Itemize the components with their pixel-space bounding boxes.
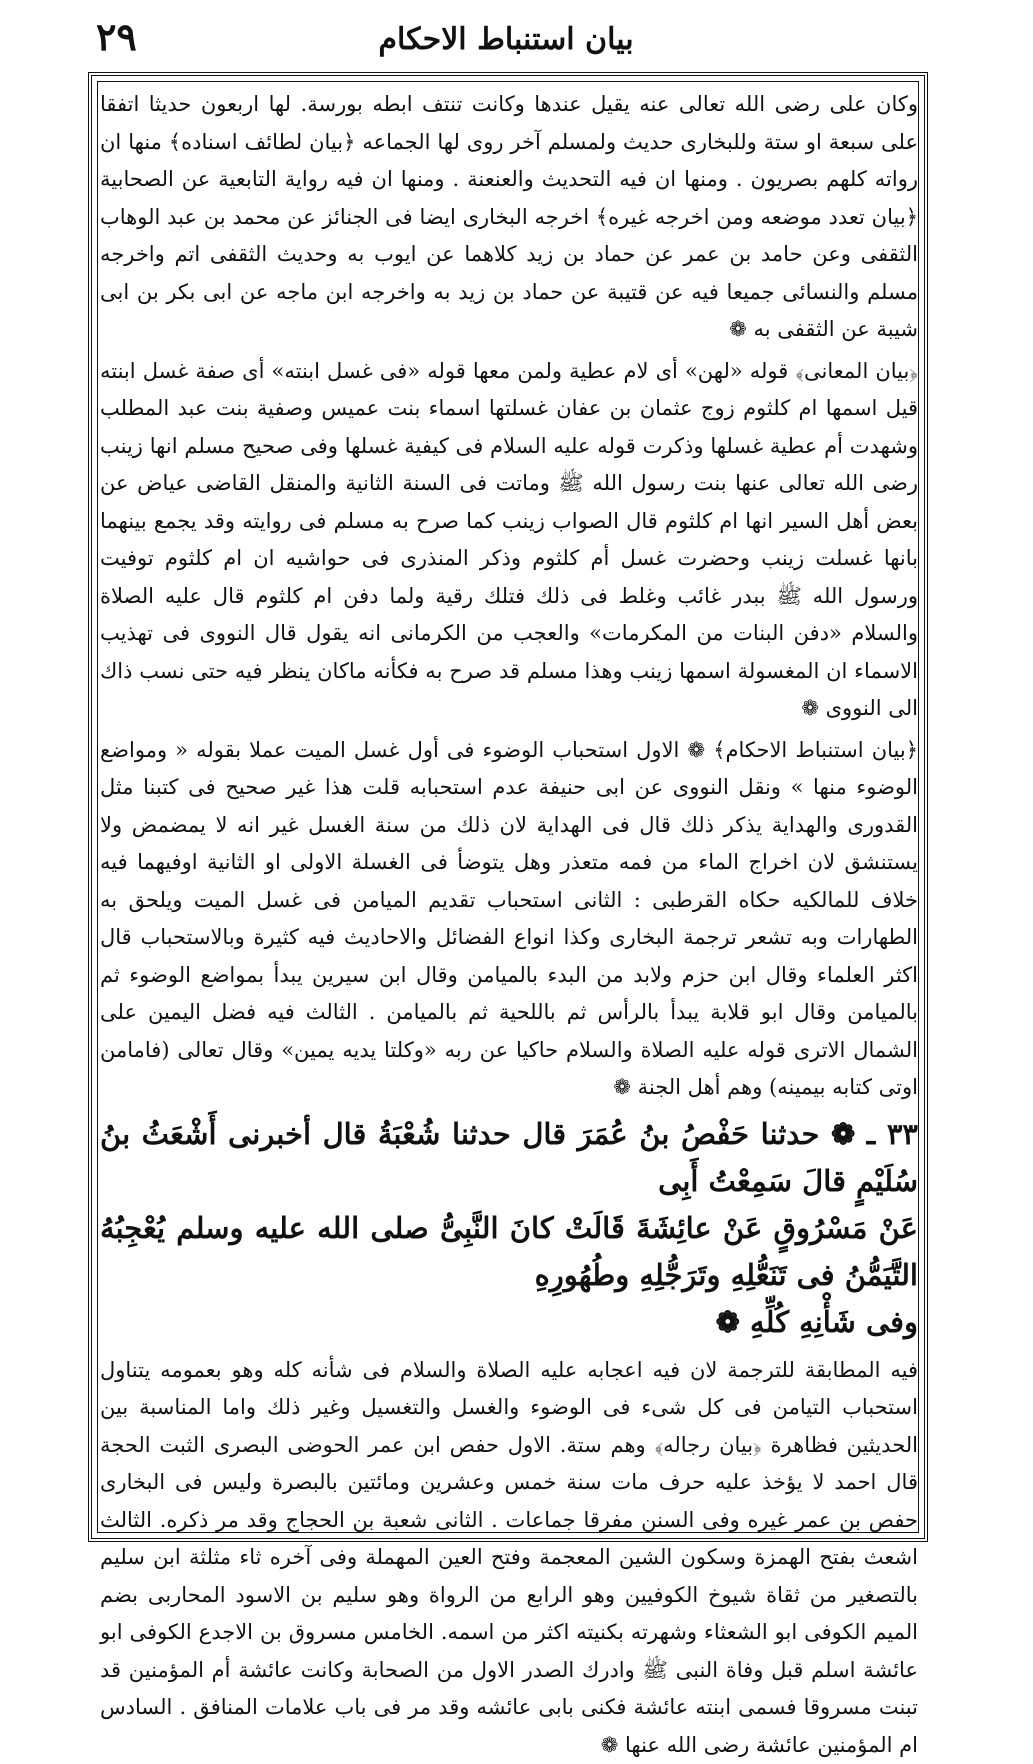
- hadith-line: عَنْ مَسْرُوقٍ عَنْ عائِشَةَ قَالَتْ كانَ النَّبِىُّ صلى الله عليه وسلم يُعْجِبُهُ التَّيَمُّنُ فى تَنَعُّلِهِ وتَرَجُّلِهِ وطُهُورِهِ: [100, 1205, 918, 1299]
- paragraph-rulings: ﴿بيان استنباط الاحكام﴾ ❁ الاول استحباب الوضوء فى أول غسل الميت عملا بقوله « ومواضع الوضوء منها » ونقل النووى عن ابى حنيفة عدم استحبابه قلت هذا غير صحيح فى كتبنا مثل القدورى والهداية يذكر ذلك قال فى الهداية لان ذلك من سنة الغسل غير انه لا يمضمض ولا يستنشق لان اخراج الماء من فمه متعذر وهل يتوضأ فى الغسلة الاولى او الثانية اوفيهما فيه خلاف للمالكيه حكاه القرطبى : الثانى استحباب تقديم الميامن فى غسل الميت ويلحق به الطهارات وبه تشعر ترجمة البخارى وكذا انواع الفضائل والاحاديث فيه كثيرة وبالاستحباب قال اكثر العلماء وقال ابن حزم ولابد من البدء بالميامن وقال ابن سيرين يبدأ بمواضع الوضوء ثم بالميامن وقال ابو قلابة يبدأ بالرأس ثم باللحية ثم بالميامن . الثالث فيه فضل اليمين على الشمال الاترى قوله عليه الصلاة والسلام حاكيا عن ربه «وكلتا يديه يمين» وقال تعالى (فامامن اوتى كتابه بيمينه) وهم أهل الجنة ❁: [100, 732, 918, 1107]
- paragraph-transmitter-bio: وكان على رضى الله تعالى عنه يقيل عندها وكانت تنتف ابطه بورسة. لها اربعون حديثا اتفقا على سبعة او ستة وللبخارى حديث ولمسلم آخر روى لها الجماعه ﴿بيان لطائف اسناده﴾ منها ان رواته كلهم بصريون . ومنها ان فيه التحديث والعنعنة . ومنها ان فيه رواية التابعية عن الصحابية ﴿بيان تعدد موضعه ومن اخرجه غيره﴾ اخرجه البخارى ايضا فى الجنائز عن محمد بن عبد الوهاب الثقفى وعن حامد بن عمر عن حماد بن زيد كلاهما عن ايوب به وحديث الثقفى اتم واخرجه مسلم والنسائى جميعا فيه عن قتيبة عن حماد بن زيد به واخرجه ابن ماجه عن ابى بكر بن ابى شيبة عن الثقفى به ❁: [100, 86, 918, 349]
- paragraph-meanings: ﴿بيان المعانى﴾ قوله «لهن» أى لام عطية ولمن معها قوله «فى غسل ابنته» أى صفة غسل ابنته قيل اسمها ام كلثوم زوج عثمان بن عفان غسلتها اسماء بنت عميس وصفية بنت عبد المطلب وشهدت أم عطية غسلها وذكرت قوله عليه السلام فى كيفية غسلها وفى صحيح مسلم انها زينب رضى الله تعالى عنها بنت رسول الله ﷺ وماتت فى السنة الثانية والمنقل القاضى عياض عن بعض أهل السير انها ام كلثوم قال الصواب زينب كما صرح به مسلم فى روايته وقد يجمع بينهما بانها غسلت زينب وحضرت غسل أم كلثوم وذكر المنذرى فى حواشيه ان ام كلثوم توفيت ورسول الله ﷺ ببدر غائب وغلط فى ذلك فتلك رقية ولما دفن ام كلثوم قال عليه الصلاة والسلام «دفن البنات من المكرمات» والعجب من الكرمانى انه يقول قال النووى فى تهذيب الاسماء ان المغسولة اسمها زينب وهذا مسلم قد صرح به فكأنه ماكان ينظر فيه حتى نسب ذاك الى النووى ❁: [100, 353, 918, 728]
- page-number: ٢٩: [96, 14, 137, 59]
- running-title: بيان استنباط الاحكام: [96, 22, 916, 57]
- hadith-line: وفى شَأْنِهِ كُلِّهِ ❁: [100, 1299, 918, 1346]
- page-header: [96, 14, 916, 66]
- main-text: [100, 86, 918, 1764]
- hadith-line: ٣٣ ـ ❁ حدثنا حَفْصُ بنُ عُمَرَ قال حدثنا شُعْبَةُ قال أخبرنى أَشْعَثُ بنُ سُلَيْمٍ قالَ سَمِعْتُ أَبِى: [100, 1111, 918, 1205]
- hadith-text: [100, 1111, 918, 1346]
- paragraph-commentary: فيه المطابقة للترجمة لان فيه اعجابه عليه الصلاة والسلام فى شأنه كله وهو بعمومه يتناول استحباب التيامن فى كل شىء فى الوضوء والغسل والتغسيل وغير ذلك واما المناسبة بين الحديثين فظاهرة ﴿بيان رجاله﴾ وهم ستة. الاول حفص ابن عمر الحوضى البصرى الثبت الحجة قال احمد لا يؤخذ عليه حرف مات سنة خمس وعشرين ومائتين بالبصرة وليس فى البخارى حفص بن عمر غيره وفى السنن مفرقا جماعات . الثانى شعبة بن الحجاج وقد مر ذكره. الثالث اشعث بفتح الهمزة وسكون الشين المعجمة وفتح العين المهملة وفى آخره ثاء مثلثة ابن سليم بالتصغير من ثقاة شيوخ الكوفيين وهو الرابع من الرواة وهو سليم بن الاسود المحاربى بضم الميم الكوفى ابو الشعثاء وشهرته بكنيته اكثر من اسمه. الخامس مسروق بن الاجدع الكوفى ابو عائشة اسلم قبل وفاة النبى ﷺ وادرك الصدر الاول من الصحابة وكانت عائشة أم المؤمنين قد تبنت مسروقا فسمى ابنته عائشة فكنى بابى عائشه وقد مر فى باب علامات المنافق . السادس ام المؤمنين عائشة رضى الله عنها ❁: [100, 1352, 918, 1764]
